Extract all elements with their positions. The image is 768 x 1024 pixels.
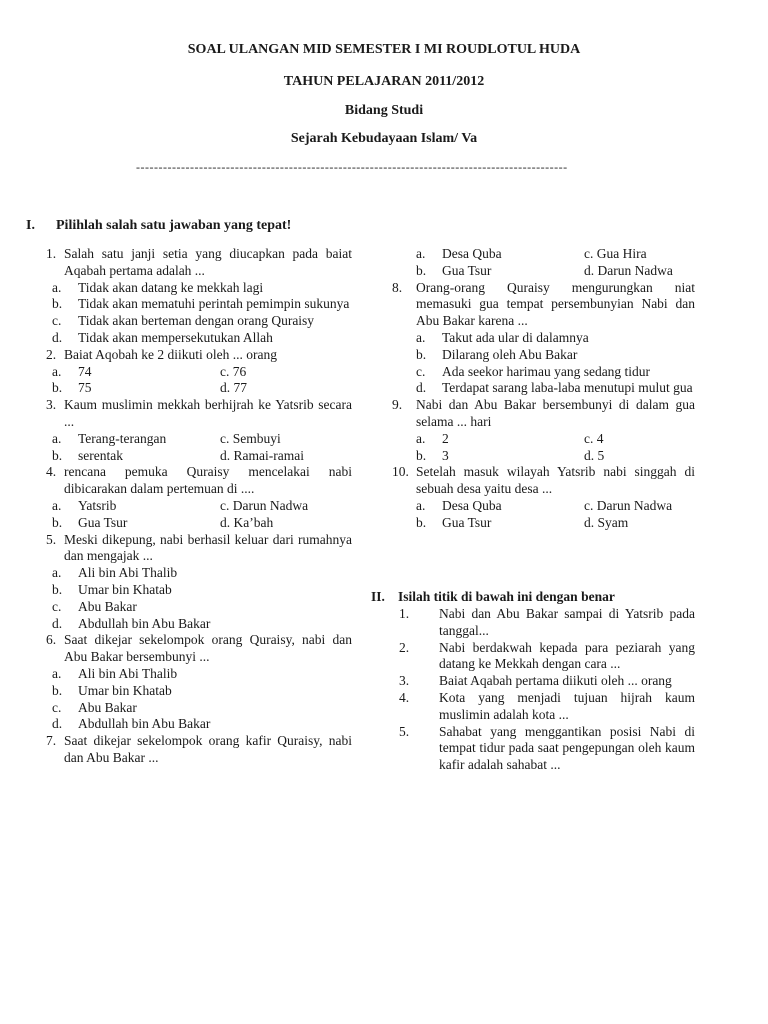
- question-9-option-b: [416, 448, 584, 465]
- question-6-option-c: [52, 700, 352, 717]
- text: 1.: [46, 246, 57, 261]
- text: 3.: [46, 397, 57, 413]
- text: Tidak akan mematuhi perintah pemimpin sukunya: [78, 296, 350, 312]
- question-5: [46, 532, 352, 566]
- text: Saat dikejar sekelompok orang kafir Quraisy, nabi dan Abu Bakar ...: [64, 733, 352, 765]
- text: b.: [52, 447, 63, 463]
- question-6-option-d: [52, 716, 352, 733]
- text: Ali bin Abi Thalib: [78, 565, 178, 581]
- question-4: [46, 464, 352, 498]
- text: a.: [52, 279, 62, 295]
- question-5-option-d: [52, 616, 352, 633]
- essay-item-3: [399, 673, 695, 690]
- text: Abu Bakar: [78, 598, 137, 614]
- text: Saat dikejar sekelompok orang Quraisy, nabi dan Abu Bakar bersembunyi ...: [64, 632, 352, 665]
- text: Kaum muslimin mekkah berhijrah ke Yatsrib secara ...: [64, 397, 352, 429]
- question-1: [46, 246, 352, 280]
- question-1-option-a: [52, 280, 352, 297]
- section2-title: Isilah titik di bawah ini dengan benar: [398, 589, 615, 604]
- text: Umar bin Khatab: [78, 581, 172, 597]
- text: 7.: [46, 733, 57, 749]
- question-4-option-d: d. Ka’bah: [220, 514, 274, 530]
- question-6-option-a: [52, 666, 352, 683]
- question-8-option-d: [416, 380, 695, 397]
- text: Gua Tsur: [442, 262, 492, 278]
- text: d.: [52, 615, 63, 631]
- question-3-option-c: c. Sembuyi: [220, 430, 281, 446]
- academic-year: TAHUN PELAJARAN 2011/2012: [283, 74, 485, 89]
- question-5-option-b: [52, 582, 352, 599]
- text: a.: [416, 430, 426, 446]
- question-6: [46, 632, 352, 666]
- text: Baiat Aqabah pertama diikuti oleh ... orang: [439, 673, 672, 689]
- question-9-option-a: [416, 431, 584, 448]
- text: 3.: [399, 673, 410, 689]
- section1-numeral: I.: [26, 218, 35, 233]
- text: Desa Quba: [442, 497, 502, 513]
- text: b.: [52, 514, 63, 530]
- question-10-option-d: d. Syam: [584, 514, 629, 530]
- question-10-option-a: [416, 498, 584, 515]
- question-3-option-a: [52, 431, 220, 448]
- text: Salah satu janji setia yang diucapkan pada baiat Aqabah pertama adalah ...: [64, 246, 352, 278]
- text: b.: [416, 447, 427, 463]
- text: Terdapat sarang laba-laba menutupi mulut gua: [442, 380, 693, 396]
- text: 5.: [46, 531, 57, 547]
- question-1-option-c: [52, 313, 352, 330]
- text: a.: [416, 497, 426, 513]
- text: Gua Tsur: [78, 514, 128, 530]
- question-3-option-b: [52, 448, 220, 465]
- text: Ali bin Abi Thalib: [78, 665, 178, 681]
- question-2-option-b: [52, 380, 220, 397]
- text: Desa Quba: [442, 246, 502, 261]
- question-4-option-c: c. Darun Nadwa: [220, 497, 309, 513]
- text: c.: [52, 313, 62, 329]
- text: 9.: [392, 397, 403, 413]
- essay-item-1: [399, 606, 695, 640]
- question-5-option-a: [52, 565, 352, 582]
- text: 10.: [392, 464, 409, 480]
- text: a.: [52, 430, 62, 446]
- text: Tidak akan mempersekutukan Allah: [78, 329, 273, 345]
- section1-title: Pilihlah salah satu jawaban yang tepat!: [56, 218, 292, 233]
- question-3: [46, 397, 352, 431]
- text: 8.: [392, 279, 403, 295]
- text: 2: [442, 430, 449, 446]
- text: c.: [52, 598, 62, 614]
- text: Gua Tsur: [442, 514, 492, 530]
- question-10-option-b: [416, 515, 584, 532]
- text: Nabi berdakwah kepada para peziarah yang datang ke Mekkah dengan cara ...: [439, 639, 695, 672]
- question-8-option-c: [416, 364, 695, 381]
- subject-label: Bidang Studi: [344, 103, 424, 118]
- left-column: [46, 246, 352, 767]
- text: c.: [52, 699, 62, 715]
- text: 1.: [399, 606, 410, 621]
- text: Sahabat yang menggantikan posisi Nabi di tempat tidur pada saat pengepungan oleh kaum kafir adalah sahabat ...: [439, 723, 695, 773]
- text: a.: [52, 665, 62, 681]
- question-5-option-c: [52, 599, 352, 616]
- text: Kota yang menjadi tujuan hijrah kaum muslimin adalah kota ...: [439, 689, 695, 722]
- text: d.: [416, 380, 427, 396]
- question-10-option-c: c. Darun Nadwa: [584, 497, 673, 513]
- question-2-option-c: c. 76: [220, 363, 247, 379]
- text: Abu Bakar: [78, 699, 137, 715]
- text: Setelah masuk wilayah Yatsrib nabi singgah di sebuah desa yaitu desa ...: [416, 464, 695, 497]
- question-2: [46, 347, 352, 364]
- question-7-option-a: [416, 246, 584, 263]
- text: Umar bin Khatab: [78, 682, 172, 698]
- question-8: [392, 280, 695, 330]
- text: 5.: [399, 723, 410, 739]
- text: b.: [52, 380, 63, 396]
- text: b.: [416, 514, 427, 530]
- text: serentak: [78, 447, 123, 463]
- text: Tidak akan datang ke mekkah lagi: [78, 279, 264, 295]
- text: Terang-terangan: [78, 430, 167, 446]
- text: a.: [52, 497, 62, 513]
- question-7-option-c: c. Gua Hira: [584, 246, 647, 261]
- question-9: [392, 397, 695, 431]
- text: a.: [52, 565, 62, 581]
- text: Ada seekor harimau yang sedang tidur: [442, 363, 651, 379]
- subject-name: Sejarah Kebudayaan Islam/ Va: [290, 131, 478, 146]
- text: a.: [416, 246, 426, 261]
- question-7: [46, 733, 352, 767]
- text: rencana pemuka Quraisy mencelakai nabi dibicarakan dalam pertemuan di ....: [64, 464, 352, 497]
- question-4-option-b: [52, 515, 220, 532]
- text: 75: [78, 380, 92, 396]
- question-3-option-d: d. Ramai-ramai: [220, 447, 304, 463]
- question-2-option-d: d. 77: [220, 380, 247, 396]
- exam-title: SOAL ULANGAN MID SEMESTER I MI ROUDLOTUL HUDA: [187, 42, 581, 57]
- question-9-option-c: c. 4: [584, 430, 604, 446]
- text: Yatsrib: [78, 497, 117, 513]
- text: 3: [442, 447, 449, 463]
- text: 74: [78, 363, 92, 379]
- text: b.: [52, 682, 63, 698]
- header-divider: ------------------------------------------------------------------------------------------------: [136, 160, 568, 174]
- text: Tidak akan berteman dengan orang Quraisy: [78, 313, 315, 329]
- essay-item-5: [399, 724, 695, 774]
- question-1-option-d: [52, 330, 352, 347]
- text: d.: [52, 329, 63, 345]
- right-column: [392, 246, 695, 532]
- text: Baiat Aqobah ke 2 diikuti oleh ... orang: [64, 346, 277, 362]
- section2-numeral: II.: [371, 589, 385, 604]
- question-4-option-a: [52, 498, 220, 515]
- text: b.: [416, 346, 427, 362]
- question-1-option-b: [52, 296, 352, 313]
- text: b.: [52, 581, 63, 597]
- text: 4.: [399, 689, 410, 705]
- text: 2.: [46, 346, 57, 362]
- question-8-option-b: [416, 347, 695, 364]
- question-7-option-b: [416, 263, 584, 280]
- text: a.: [416, 329, 426, 345]
- text: a.: [52, 363, 62, 379]
- essay-item-2: [399, 640, 695, 674]
- text: 2.: [399, 639, 410, 655]
- question-7-option-d: d. Darun Nadwa: [584, 262, 673, 278]
- question-6-option-b: [52, 683, 352, 700]
- text: Abdullah bin Abu Bakar: [78, 615, 211, 631]
- text: 4.: [46, 464, 57, 480]
- text: Takut ada ular di dalamnya: [442, 329, 589, 345]
- text: Dilarang oleh Abu Bakar: [442, 346, 578, 362]
- text: c.: [416, 363, 426, 379]
- question-2-option-a: [52, 364, 220, 381]
- text: Nabi dan Abu Bakar bersembunyi di dalam gua selama ... hari: [416, 397, 695, 429]
- text: b.: [416, 262, 427, 278]
- text: 6.: [46, 632, 57, 648]
- text: Meski dikepung, nabi berhasil keluar dari rumahnya dan mengajak ...: [64, 531, 352, 564]
- text: d.: [52, 716, 63, 732]
- question-10: [392, 464, 695, 498]
- text: Abdullah bin Abu Bakar: [78, 716, 211, 732]
- text: Nabi dan Abu Bakar sampai di Yatsrib pada tanggal...: [439, 606, 695, 638]
- question-9-option-d: d. 5: [584, 447, 605, 463]
- question-8-option-a: [416, 330, 695, 347]
- essay-item-4: [399, 690, 695, 724]
- text: b.: [52, 296, 63, 312]
- text: Orang-orang Quraisy mengurungkan niat memasuki gua tempat persembunyian Nabi dan Abu Bakar karena ...: [416, 279, 695, 329]
- section2-list: [399, 606, 695, 774]
